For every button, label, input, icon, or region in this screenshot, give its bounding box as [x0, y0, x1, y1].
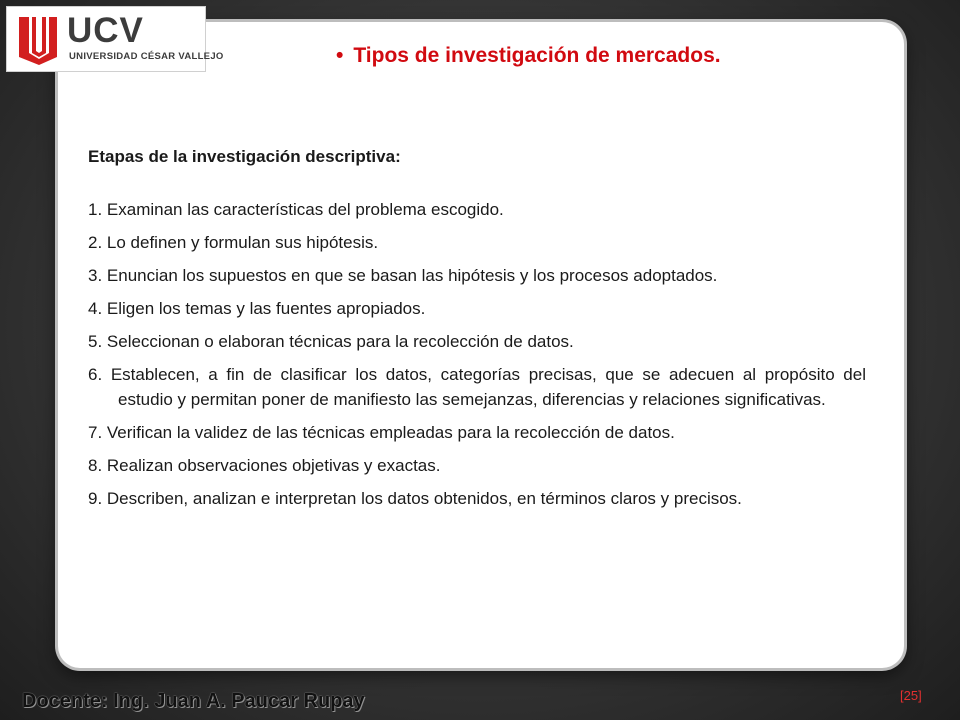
list-item: 5. Seleccionan o elaboran técnicas para la recolección de datos. [88, 332, 574, 351]
list-item: 1. Examinan las características del problema escogido. [88, 200, 504, 219]
title-text: Tipos de investigación de mercados. [353, 44, 721, 67]
slide-title [336, 44, 721, 68]
university-logo [6, 6, 224, 72]
logo-subtitle: UNIVERSIDAD CÉSAR VALLEJO [69, 51, 224, 62]
list-item: 7. Verifican la validez de las técnicas empleadas para la recolección de datos. [88, 423, 675, 442]
list-item: 2. Lo definen y formulan sus hipótesis. [88, 233, 379, 252]
slide-content [88, 144, 866, 519]
section-heading: Etapas de la investigación descriptiva: [88, 147, 401, 166]
teacher-credit: Docente: Ing. Juan A. Paucar Rupay [22, 690, 365, 712]
list-item: 3. Enuncian los supuestos en que se basan las hipótesis y los procesos adoptados. [88, 266, 718, 285]
title-bullet: • [336, 44, 344, 67]
ucv-shield-icon [15, 13, 61, 65]
page-number: [25] [900, 688, 922, 703]
list-item: 8. Realizan observaciones objetivas y exactas. [88, 456, 441, 475]
logo-wordmark: UCV [67, 11, 144, 50]
list-item: 6. Establecen, a fin de clasificar los datos, categorías precisas, que se adecuen al propósito del estudio y permitan poner de manifiesto las semejanzas, diferencias y relaciones significativas. [88, 365, 866, 409]
list-item: 9. Describen, analizan e interpretan los datos obtenidos, en términos claros y precisos. [88, 489, 742, 508]
list-item: 4. Eligen los temas y las fuentes apropiados. [88, 299, 426, 318]
